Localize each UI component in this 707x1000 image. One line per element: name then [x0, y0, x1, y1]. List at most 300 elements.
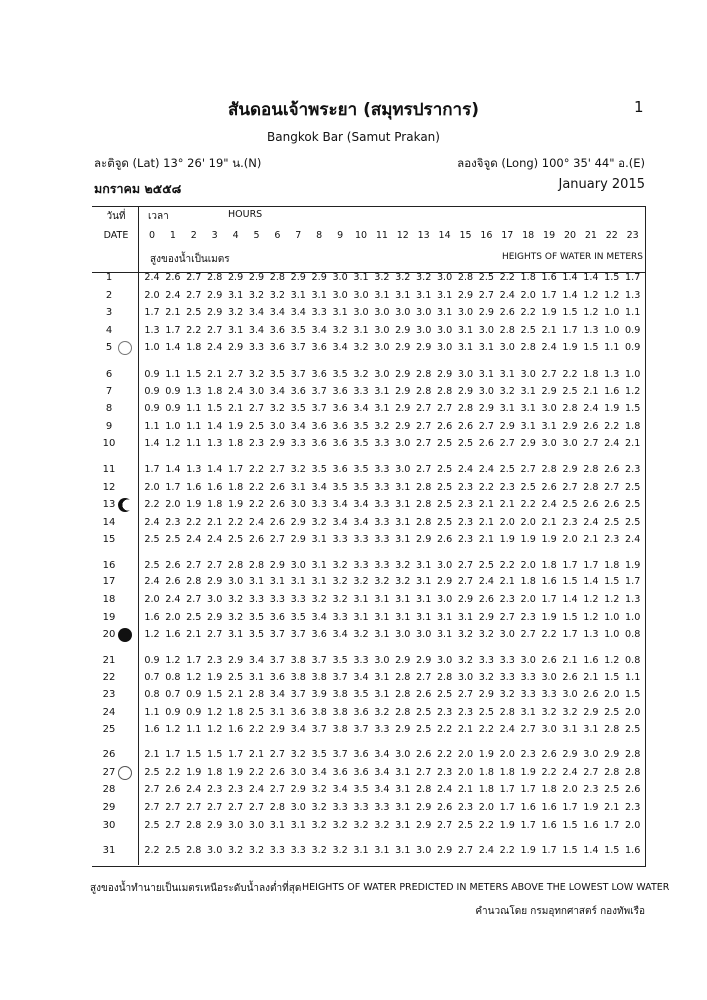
- height-cell: 3.3: [499, 672, 515, 683]
- height-cell: 1.8: [604, 560, 620, 571]
- height-cell: 3.2: [395, 576, 411, 587]
- height-cell: 1.7: [499, 802, 515, 813]
- height-cell: 1.1: [144, 421, 160, 432]
- height-cell: 2.0: [144, 290, 160, 301]
- height-cell: 3.2: [478, 672, 495, 683]
- height-cell: 3.3: [541, 689, 557, 700]
- height-cell: 2.1: [478, 534, 495, 545]
- height-cell: 2.2: [541, 629, 557, 640]
- full-moon-icon: [118, 341, 132, 355]
- height-cell: 2.7: [416, 672, 432, 683]
- height-cell: 3.1: [416, 576, 432, 587]
- height-cell: 2.9: [436, 845, 453, 856]
- height-cell: 2.5: [144, 767, 160, 778]
- height-cell: 3.1: [499, 369, 515, 380]
- height-cell: 2.4: [248, 517, 265, 528]
- height-cell: 2.8: [186, 845, 202, 856]
- height-cell: 1.8: [207, 499, 223, 510]
- height-cell: 3.0: [332, 290, 348, 301]
- height-cell: 3.0: [290, 499, 306, 510]
- height-cell: 1.8: [227, 482, 244, 493]
- height-cell: 1.9: [227, 499, 244, 510]
- height-cell: 2.1: [457, 784, 474, 795]
- date-cell: 17: [102, 576, 116, 587]
- height-cell: 1.9: [625, 560, 641, 571]
- height-cell: 3.1: [374, 290, 390, 301]
- height-cell: 1.8: [583, 369, 599, 380]
- height-cell: 3.0: [395, 749, 411, 760]
- height-cell: 2.9: [562, 749, 578, 760]
- height-cell: 2.3: [499, 594, 515, 605]
- height-cell: 3.6: [353, 749, 369, 760]
- height-cell: 2.8: [269, 802, 286, 813]
- height-cell: 3.5: [353, 482, 369, 493]
- height-cell: 3.0: [436, 655, 453, 666]
- height-cell: 2.7: [436, 403, 453, 414]
- height-cell: 3.7: [269, 629, 286, 640]
- height-cell: 3.8: [290, 655, 306, 666]
- height-cell: 2.2: [499, 845, 515, 856]
- height-cell: 2.5: [144, 560, 160, 571]
- height-cell: 2.7: [583, 767, 599, 778]
- height-cell: 1.6: [144, 612, 160, 623]
- height-cell: 2.8: [416, 499, 432, 510]
- height-cell: 1.8: [478, 767, 495, 778]
- hours-header: HOURS: [228, 209, 263, 220]
- height-cell: 2.8: [227, 560, 244, 571]
- height-cell: 1.3: [625, 594, 641, 605]
- height-cell: 3.2: [457, 655, 474, 666]
- height-cell: 3.0: [478, 325, 495, 336]
- height-cell: 2.3: [207, 784, 223, 795]
- height-cell: 1.5: [562, 612, 578, 623]
- height-cell: 2.5: [144, 820, 160, 831]
- height-cell: 2.8: [186, 576, 202, 587]
- height-cell: 3.2: [311, 802, 327, 813]
- height-cell: 2.8: [562, 403, 578, 414]
- date-cell: 19: [102, 612, 116, 623]
- height-cell: 2.5: [478, 707, 495, 718]
- height-cell: 1.9: [541, 534, 557, 545]
- height-cell: 2.8: [416, 517, 432, 528]
- height-cell: 3.7: [353, 724, 369, 735]
- height-cell: 2.9: [395, 325, 411, 336]
- height-cell: 2.2: [165, 767, 181, 778]
- height-cell: 3.0: [269, 421, 286, 432]
- height-cell: 2.2: [562, 369, 578, 380]
- height-cell: 2.2: [248, 464, 265, 475]
- height-cell: 3.1: [436, 290, 453, 301]
- height-cell: 2.1: [625, 438, 641, 449]
- height-cell: 1.5: [186, 369, 202, 380]
- height-cell: 3.4: [290, 307, 306, 318]
- height-cell: 2.1: [583, 672, 599, 683]
- height-cell: 2.0: [562, 534, 578, 545]
- height-cell: 2.6: [436, 421, 453, 432]
- height-cell: 2.9: [207, 576, 223, 587]
- hour-label: 5: [253, 230, 260, 241]
- height-cell: 2.8: [248, 689, 265, 700]
- height-cell: 3.3: [374, 560, 390, 571]
- date-cell: 20: [102, 629, 116, 640]
- height-cell: 1.7: [562, 802, 578, 813]
- height-cell: 1.5: [604, 576, 620, 587]
- height-cell: 3.0: [436, 594, 453, 605]
- height-cell: 3.0: [541, 672, 557, 683]
- height-cell: 3.1: [311, 560, 327, 571]
- height-cell: 2.9: [269, 560, 286, 571]
- height-cell: 1.2: [165, 724, 181, 735]
- height-cell: 2.9: [227, 272, 244, 283]
- height-cell: 1.2: [583, 290, 599, 301]
- height-cell: 0.9: [165, 386, 181, 397]
- height-header-thai: สูงของน้ำเป็นเมตร: [150, 254, 230, 265]
- height-cell: 2.7: [227, 369, 244, 380]
- height-cell: 3.3: [353, 655, 369, 666]
- longitude-label: ลองจิจูด (Long) 100° 35' 44" อ.(E): [457, 156, 645, 170]
- height-cell: 2.2: [436, 749, 453, 760]
- height-cell: 2.8: [395, 689, 411, 700]
- height-cell: 3.8: [311, 707, 327, 718]
- height-cell: 3.2: [353, 342, 369, 353]
- date-cell: 3: [105, 307, 113, 318]
- last-quarter-moon-icon: [118, 498, 132, 512]
- height-cell: 3.1: [227, 629, 244, 640]
- height-cell: 2.5: [625, 517, 641, 528]
- height-cell: 2.7: [457, 845, 474, 856]
- height-cell: 1.4: [583, 576, 599, 587]
- height-cell: 1.3: [207, 438, 223, 449]
- height-cell: 3.1: [395, 802, 411, 813]
- height-cell: 1.5: [186, 749, 202, 760]
- height-cell: 1.4: [583, 845, 599, 856]
- height-cell: 2.5: [248, 707, 265, 718]
- height-cell: 2.4: [478, 464, 495, 475]
- hour-label: 2: [190, 230, 197, 241]
- height-cell: 2.9: [395, 655, 411, 666]
- height-cell: 1.0: [165, 421, 181, 432]
- height-cell: 1.9: [186, 767, 202, 778]
- height-cell: 3.4: [353, 517, 369, 528]
- hour-label: 12: [396, 230, 409, 241]
- height-cell: 3.4: [248, 655, 265, 666]
- height-cell: 3.2: [374, 421, 390, 432]
- height-cell: 2.9: [478, 307, 495, 318]
- height-cell: 2.7: [186, 594, 202, 605]
- height-cell: 3.1: [583, 724, 599, 735]
- date-cell: 9: [105, 421, 113, 432]
- height-cell: 0.9: [625, 342, 641, 353]
- height-cell: 2.9: [207, 290, 223, 301]
- height-cell: 3.1: [436, 612, 453, 623]
- height-cell: 2.1: [478, 499, 495, 510]
- height-cell: 3.0: [541, 724, 557, 735]
- height-cell: 2.2: [186, 325, 202, 336]
- height-cell: 1.1: [186, 724, 202, 735]
- height-cell: 2.7: [165, 820, 181, 831]
- height-cell: 3.3: [374, 802, 390, 813]
- height-cell: 2.2: [248, 482, 265, 493]
- height-cell: 3.8: [332, 724, 348, 735]
- height-cell: 2.9: [457, 386, 474, 397]
- height-cell: 2.0: [625, 820, 641, 831]
- height-cell: 3.4: [290, 421, 306, 432]
- height-cell: 3.6: [332, 403, 348, 414]
- height-cell: 3.0: [395, 464, 411, 475]
- height-cell: 1.7: [541, 290, 557, 301]
- height-cell: 2.5: [186, 307, 202, 318]
- height-cell: 2.9: [395, 421, 411, 432]
- height-cell: 1.8: [207, 386, 223, 397]
- height-cell: 3.0: [436, 325, 453, 336]
- height-cell: 3.0: [395, 629, 411, 640]
- height-cell: 2.7: [186, 802, 202, 813]
- height-cell: 2.7: [144, 802, 160, 813]
- height-cell: 2.5: [625, 499, 641, 510]
- height-cell: 2.7: [416, 421, 432, 432]
- height-cell: 2.3: [520, 749, 536, 760]
- height-cell: 3.1: [290, 576, 306, 587]
- height-cell: 2.3: [457, 517, 474, 528]
- height-cell: 2.4: [583, 403, 599, 414]
- height-cell: 3.2: [248, 845, 265, 856]
- height-cell: 1.5: [625, 403, 641, 414]
- height-cell: 3.6: [353, 707, 369, 718]
- height-cell: 3.6: [311, 369, 327, 380]
- height-cell: 2.2: [436, 724, 453, 735]
- height-cell: 2.4: [165, 594, 181, 605]
- height-cell: 3.1: [374, 689, 390, 700]
- height-cell: 2.9: [290, 784, 306, 795]
- height-cell: 2.8: [520, 342, 536, 353]
- height-cell: 3.8: [332, 689, 348, 700]
- height-cell: 1.5: [207, 403, 223, 414]
- height-cell: 3.2: [353, 576, 369, 587]
- height-cell: 3.2: [332, 820, 348, 831]
- height-cell: 0.8: [625, 655, 641, 666]
- height-cell: 3.0: [416, 629, 432, 640]
- height-cell: 3.5: [353, 784, 369, 795]
- height-cell: 3.1: [520, 707, 536, 718]
- height-cell: 1.2: [186, 672, 202, 683]
- height-cell: 3.3: [311, 499, 327, 510]
- height-cell: 3.3: [332, 534, 348, 545]
- height-cell: 2.3: [436, 707, 453, 718]
- hour-label: 8: [316, 230, 323, 241]
- date-cell: 15: [102, 534, 116, 545]
- height-cell: 3.4: [269, 689, 286, 700]
- height-cell: 3.2: [227, 594, 244, 605]
- height-cell: 2.6: [165, 560, 181, 571]
- height-cell: 3.0: [290, 560, 306, 571]
- height-cell: 1.6: [583, 655, 599, 666]
- height-cell: 2.4: [436, 784, 453, 795]
- height-cell: 1.6: [625, 845, 641, 856]
- date-header-english: DATE: [103, 230, 129, 241]
- height-cell: 2.3: [499, 482, 515, 493]
- height-cell: 1.6: [541, 576, 557, 587]
- height-cell: 2.7: [227, 802, 244, 813]
- date-cell: 7: [105, 386, 113, 397]
- date-header-thai: วันที่: [106, 211, 126, 222]
- height-cell: 2.9: [248, 272, 265, 283]
- height-cell: 3.6: [353, 767, 369, 778]
- height-cell: 1.9: [478, 749, 495, 760]
- height-cell: 1.7: [625, 272, 641, 283]
- height-cell: 3.0: [436, 272, 453, 283]
- height-header-english: HEIGHTS OF WATER IN METERS: [501, 252, 643, 262]
- height-cell: 2.9: [478, 612, 495, 623]
- height-cell: 2.2: [248, 767, 265, 778]
- height-cell: 1.7: [186, 655, 202, 666]
- hour-label: 7: [295, 230, 302, 241]
- height-cell: 3.2: [227, 612, 244, 623]
- height-cell: 3.7: [332, 672, 348, 683]
- height-cell: 1.8: [478, 784, 495, 795]
- height-cell: 2.7: [207, 325, 223, 336]
- height-cell: 2.6: [269, 499, 286, 510]
- height-cell: 2.4: [583, 517, 599, 528]
- height-cell: 3.2: [269, 403, 286, 414]
- height-cell: 1.8: [186, 342, 202, 353]
- height-cell: 3.3: [353, 802, 369, 813]
- height-cell: 1.3: [583, 325, 599, 336]
- height-cell: 3.2: [395, 272, 411, 283]
- height-cell: 3.1: [457, 342, 474, 353]
- height-cell: 1.2: [207, 707, 223, 718]
- date-cell: 30: [102, 820, 116, 831]
- height-cell: 3.1: [269, 576, 286, 587]
- height-cell: 2.9: [395, 369, 411, 380]
- height-cell: 2.7: [165, 802, 181, 813]
- height-cell: 1.0: [604, 612, 620, 623]
- height-cell: 3.0: [457, 307, 474, 318]
- height-cell: 1.4: [165, 464, 181, 475]
- height-cell: 2.7: [207, 560, 223, 571]
- height-cell: 1.2: [604, 655, 620, 666]
- date-cell: 27: [102, 767, 116, 778]
- height-cell: 2.1: [499, 499, 515, 510]
- height-cell: 1.0: [144, 342, 160, 353]
- height-cell: 2.4: [227, 386, 244, 397]
- height-cell: 2.3: [165, 517, 181, 528]
- date-cell: 18: [102, 594, 116, 605]
- height-cell: 2.7: [416, 438, 432, 449]
- height-cell: 2.3: [457, 707, 474, 718]
- height-cell: 2.8: [457, 272, 474, 283]
- height-cell: 2.9: [520, 438, 536, 449]
- height-cell: 2.5: [604, 707, 620, 718]
- height-cell: 0.8: [625, 629, 641, 640]
- height-cell: 3.0: [374, 325, 390, 336]
- height-cell: 3.0: [416, 325, 432, 336]
- height-cell: 0.9: [165, 707, 181, 718]
- hour-label: 0: [148, 230, 156, 241]
- height-cell: 2.2: [478, 724, 495, 735]
- height-cell: 3.5: [248, 629, 265, 640]
- hour-label: 1: [169, 230, 176, 241]
- height-cell: 2.9: [269, 724, 286, 735]
- height-cell: 2.5: [436, 689, 453, 700]
- height-cell: 2.9: [436, 369, 453, 380]
- height-cell: 3.2: [290, 464, 306, 475]
- height-cell: 2.4: [186, 784, 202, 795]
- height-cell: 3.0: [499, 629, 515, 640]
- height-cell: 1.9: [520, 534, 536, 545]
- height-cell: 2.8: [186, 820, 202, 831]
- height-cell: 3.1: [457, 325, 474, 336]
- height-cell: 2.1: [457, 724, 474, 735]
- height-cell: 1.5: [604, 672, 620, 683]
- height-cell: 2.9: [478, 403, 495, 414]
- height-cell: 3.3: [290, 438, 306, 449]
- hour-label: 3: [211, 230, 218, 241]
- height-cell: 2.5: [165, 845, 181, 856]
- date-cell: 31: [102, 845, 116, 856]
- height-cell: 3.0: [290, 802, 306, 813]
- height-cell: 2.4: [604, 438, 620, 449]
- height-cell: 3.1: [353, 325, 369, 336]
- height-cell: 1.0: [625, 369, 641, 380]
- height-cell: 2.8: [395, 672, 411, 683]
- height-cell: 2.8: [583, 464, 599, 475]
- height-cell: 1.7: [562, 560, 578, 571]
- height-cell: 3.1: [395, 482, 411, 493]
- height-cell: 0.9: [186, 689, 202, 700]
- date-column-divider: [138, 206, 139, 865]
- height-cell: 3.4: [311, 325, 327, 336]
- height-cell: 1.6: [227, 724, 244, 735]
- height-cell: 2.5: [562, 499, 578, 510]
- height-cell: 3.8: [311, 672, 327, 683]
- height-cell: 2.7: [186, 560, 202, 571]
- height-cell: 2.0: [625, 707, 641, 718]
- height-cell: 1.4: [207, 421, 223, 432]
- height-cell: 3.1: [311, 290, 327, 301]
- height-cell: 2.7: [478, 290, 495, 301]
- height-cell: 1.3: [583, 629, 599, 640]
- height-cell: 3.1: [499, 403, 515, 414]
- height-cell: 2.1: [207, 517, 223, 528]
- height-cell: 2.6: [541, 482, 557, 493]
- height-cell: 2.7: [248, 802, 265, 813]
- page-number: 1: [634, 98, 644, 116]
- height-cell: 2.9: [457, 290, 474, 301]
- height-cell: 2.8: [436, 672, 453, 683]
- height-cell: 3.1: [395, 534, 411, 545]
- height-cell: 3.6: [311, 438, 327, 449]
- height-cell: 3.1: [353, 272, 369, 283]
- height-cell: 2.0: [520, 594, 536, 605]
- footer-note-english: HEIGHTS OF WATER PREDICTED IN METERS ABOVE THE LOWEST LOW WATER: [302, 882, 670, 893]
- height-cell: 2.0: [478, 802, 495, 813]
- height-cell: 2.0: [165, 499, 181, 510]
- height-cell: 2.3: [436, 767, 453, 778]
- height-cell: 3.1: [374, 612, 390, 623]
- height-cell: 1.9: [499, 820, 515, 831]
- height-cell: 2.5: [227, 534, 244, 545]
- height-cell: 1.7: [165, 325, 181, 336]
- height-cell: 3.1: [520, 403, 536, 414]
- height-cell: 3.2: [353, 820, 369, 831]
- height-cell: 3.3: [374, 499, 390, 510]
- height-cell: 3.1: [436, 629, 453, 640]
- height-cell: 3.7: [311, 386, 327, 397]
- height-cell: 3.1: [374, 386, 390, 397]
- height-cell: 3.7: [290, 629, 306, 640]
- height-cell: 3.3: [353, 534, 369, 545]
- height-cell: 3.3: [248, 342, 265, 353]
